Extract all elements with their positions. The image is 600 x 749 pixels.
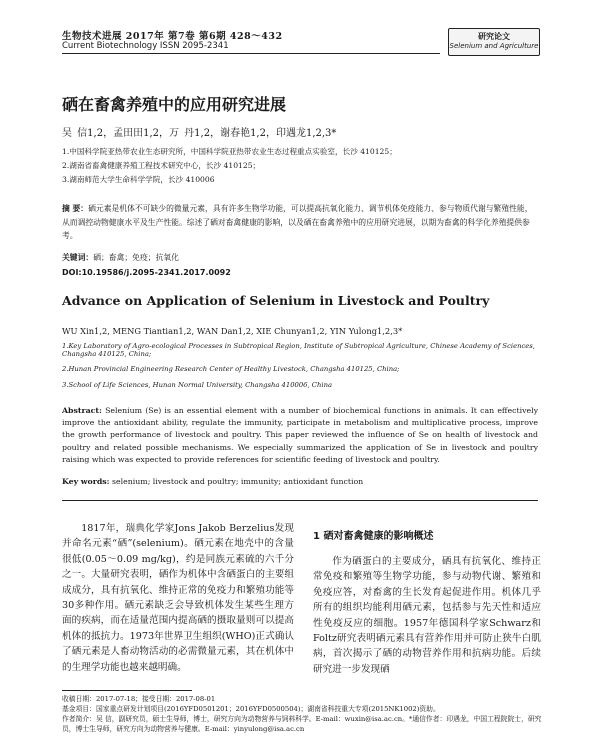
affiliation-en-2: 2.Hunan Provincial Engineering Research Center of Healthy Livestock, Changsha 410125, China;	[62, 365, 400, 373]
journal-header: 生物技术进展 2017年 第7卷 第6期 428～432	[62, 31, 283, 42]
authors-en: WU Xin1,2, MENG Tiantian1,2, WAN Dan1,2, XIE Chunyan1,2, YIN Yulong1,2,3*	[62, 326, 403, 336]
doi: DOI:10.19586/j.2095-2341.2017.0092	[62, 268, 231, 277]
logo-cn-text: 研究论文	[478, 31, 510, 41]
affiliation-cn-3: 3.湖南师范大学生命科学学院，长沙 410006	[62, 175, 215, 184]
keywords-cn-label: 关键词：	[62, 253, 94, 262]
body-right-paragraph: 作为硒蛋白的主要成分，硒具有抗氧化、维持正常免疫和繁殖等生物学功能，参与动物代谢、繁殖和免疫应答，对畜禽的生长发育起促进作用。机体几乎所有的组织均能利用硒元素，包括参与先天性和适应性免疫反应的细胞。1957年德国科学家Schwarz和Foltz研究表明硒元素具有营养作用并可防止狭牛白肌病，首次揭示了硒的动物营养作用和抗病功能。后续研究进一步发现硒	[313, 556, 541, 675]
keywords-en	[62, 477, 363, 486]
footnote-author-info: 作者简介：吴 信，副研究员，硕士生导师，博士，研究方向为动物营养与饲料科学。E-mail：wuxin@isa.ac.cn。*通信作者：印遇龙，中国工程院院士，研究员，博士生导师，研究方向为动物营养与健康。E-mail：yinyulong@isa.ac.cn	[62, 715, 542, 733]
authors-cn: 吴 信1,2，孟田田1,2，万 丹1,2，谢春艳1,2，印遇龙1,2,3*	[62, 128, 337, 139]
affiliation-en-3: 3.School of Life Sciences, Hunan Normal University, Changsha 410006, China	[62, 381, 332, 389]
footnote-funding: 基金项目：国家重点研发计划项目(2016YFD0501201；2016YFD0500504)；湖南省科技重大专项(2015NK1002)资助。	[62, 705, 440, 713]
header-rule	[62, 53, 440, 54]
keywords-en-text: selenium; livestock and poultry; immunity; antioxidant function	[112, 477, 364, 486]
section-1-title: 1 硒对畜禽健康的影响概述	[313, 531, 434, 542]
section-divider	[62, 500, 538, 501]
footnote-rule	[62, 690, 192, 691]
affiliation-en-1: 1.Key Laboratory of Agro-ecological Processes in Subtropical Region, Institute of Subtropical Agriculture, Chinese Academy of Sciences, Changsha 410125, China;	[62, 342, 535, 358]
paper-title-cn: 硒在畜禽养殖中的应用研究进展	[62, 95, 287, 114]
abstract-en-label: Abstract:	[62, 406, 102, 415]
affiliation-cn-2: 2.湖南省畜禽健康养殖工程技术研究中心，长沙 410125；	[62, 161, 261, 170]
abstract-en-text: Selenium (Se) is an essential element with a number of biochemical functions in animals. It can effectively improve the antioxidant ability, regulate the immunity, participate in metabolism and multiplicative process, improve the growth performance of livestock and poultry. This paper reviewed the influence of Se on health of livestock and poultry and related possible mechanisms. We especially summarized the application of Se in livestock and poultry raising which was expected to provide references for scientific feeding of livestock and poultry.	[62, 406, 538, 464]
journal-issn: Current Biotechnology ISSN 2095-2341	[62, 41, 229, 51]
abstract-cn-text: 硒元素是机体不可缺少的微量元素，具有许多生物学功能，可以提高抗氧化能力、调节机体免疫能力、参与物质代谢与繁殖性能，从而调控动物健康水平及生产性能。综述了硒对畜禽健康的影响，以及硒在畜禽养殖中的应用研究进展，以期为畜禽的科学化养殖提供参考。	[62, 204, 533, 240]
abstract-cn-label: 摘 要：	[62, 204, 89, 213]
logo-en-text: Selenium and Agriculture	[449, 42, 539, 50]
footnote-received: 收稿日期：2017-07-18；接受日期：2017-08-01	[62, 695, 216, 703]
body-left-paragraph: 1817年，瑞典化学家Jons Jakob Berzelius发现并命名元素“硒”(selenium)。硒元素在地壳中的含量很低(0.05～0.09 mg/kg)，约是同族元素硫的六千分之一。大量研究表明，硒作为机体中含硒蛋白的主要组成成分，具有抗氧化、维持正常的免疫力和繁殖功能等30多种作用。硒元素缺乏会导致机体发生某些生理方面的疾病，而在适量范围内提高硒的摄取量则可以提高机体的抵抗力。1973年世界卫生组织(WHO)正式确认了硒元素是人畜动物活动的必需微量元素，其在机体中的生理学功能也越来越明确。	[62, 523, 294, 673]
keywords-en-label: Key words:	[62, 477, 110, 486]
paper-title-en: Advance on Application of Selenium in Livestock and Poultry	[62, 293, 490, 308]
journal-logo	[448, 28, 540, 56]
affiliation-cn-1: 1.中国科学院亚热带农业生态研究所，中国科学院亚热带农业生态过程重点实验室，长沙 410125；	[62, 147, 397, 156]
keywords-cn-text: 硒；畜禽；免疫；抗氧化	[93, 253, 179, 262]
abstract-cn	[62, 202, 538, 243]
body-right-column	[313, 554, 541, 677]
keywords-cn	[62, 252, 179, 263]
abstract-en	[62, 405, 538, 466]
body-left-column	[62, 521, 294, 675]
